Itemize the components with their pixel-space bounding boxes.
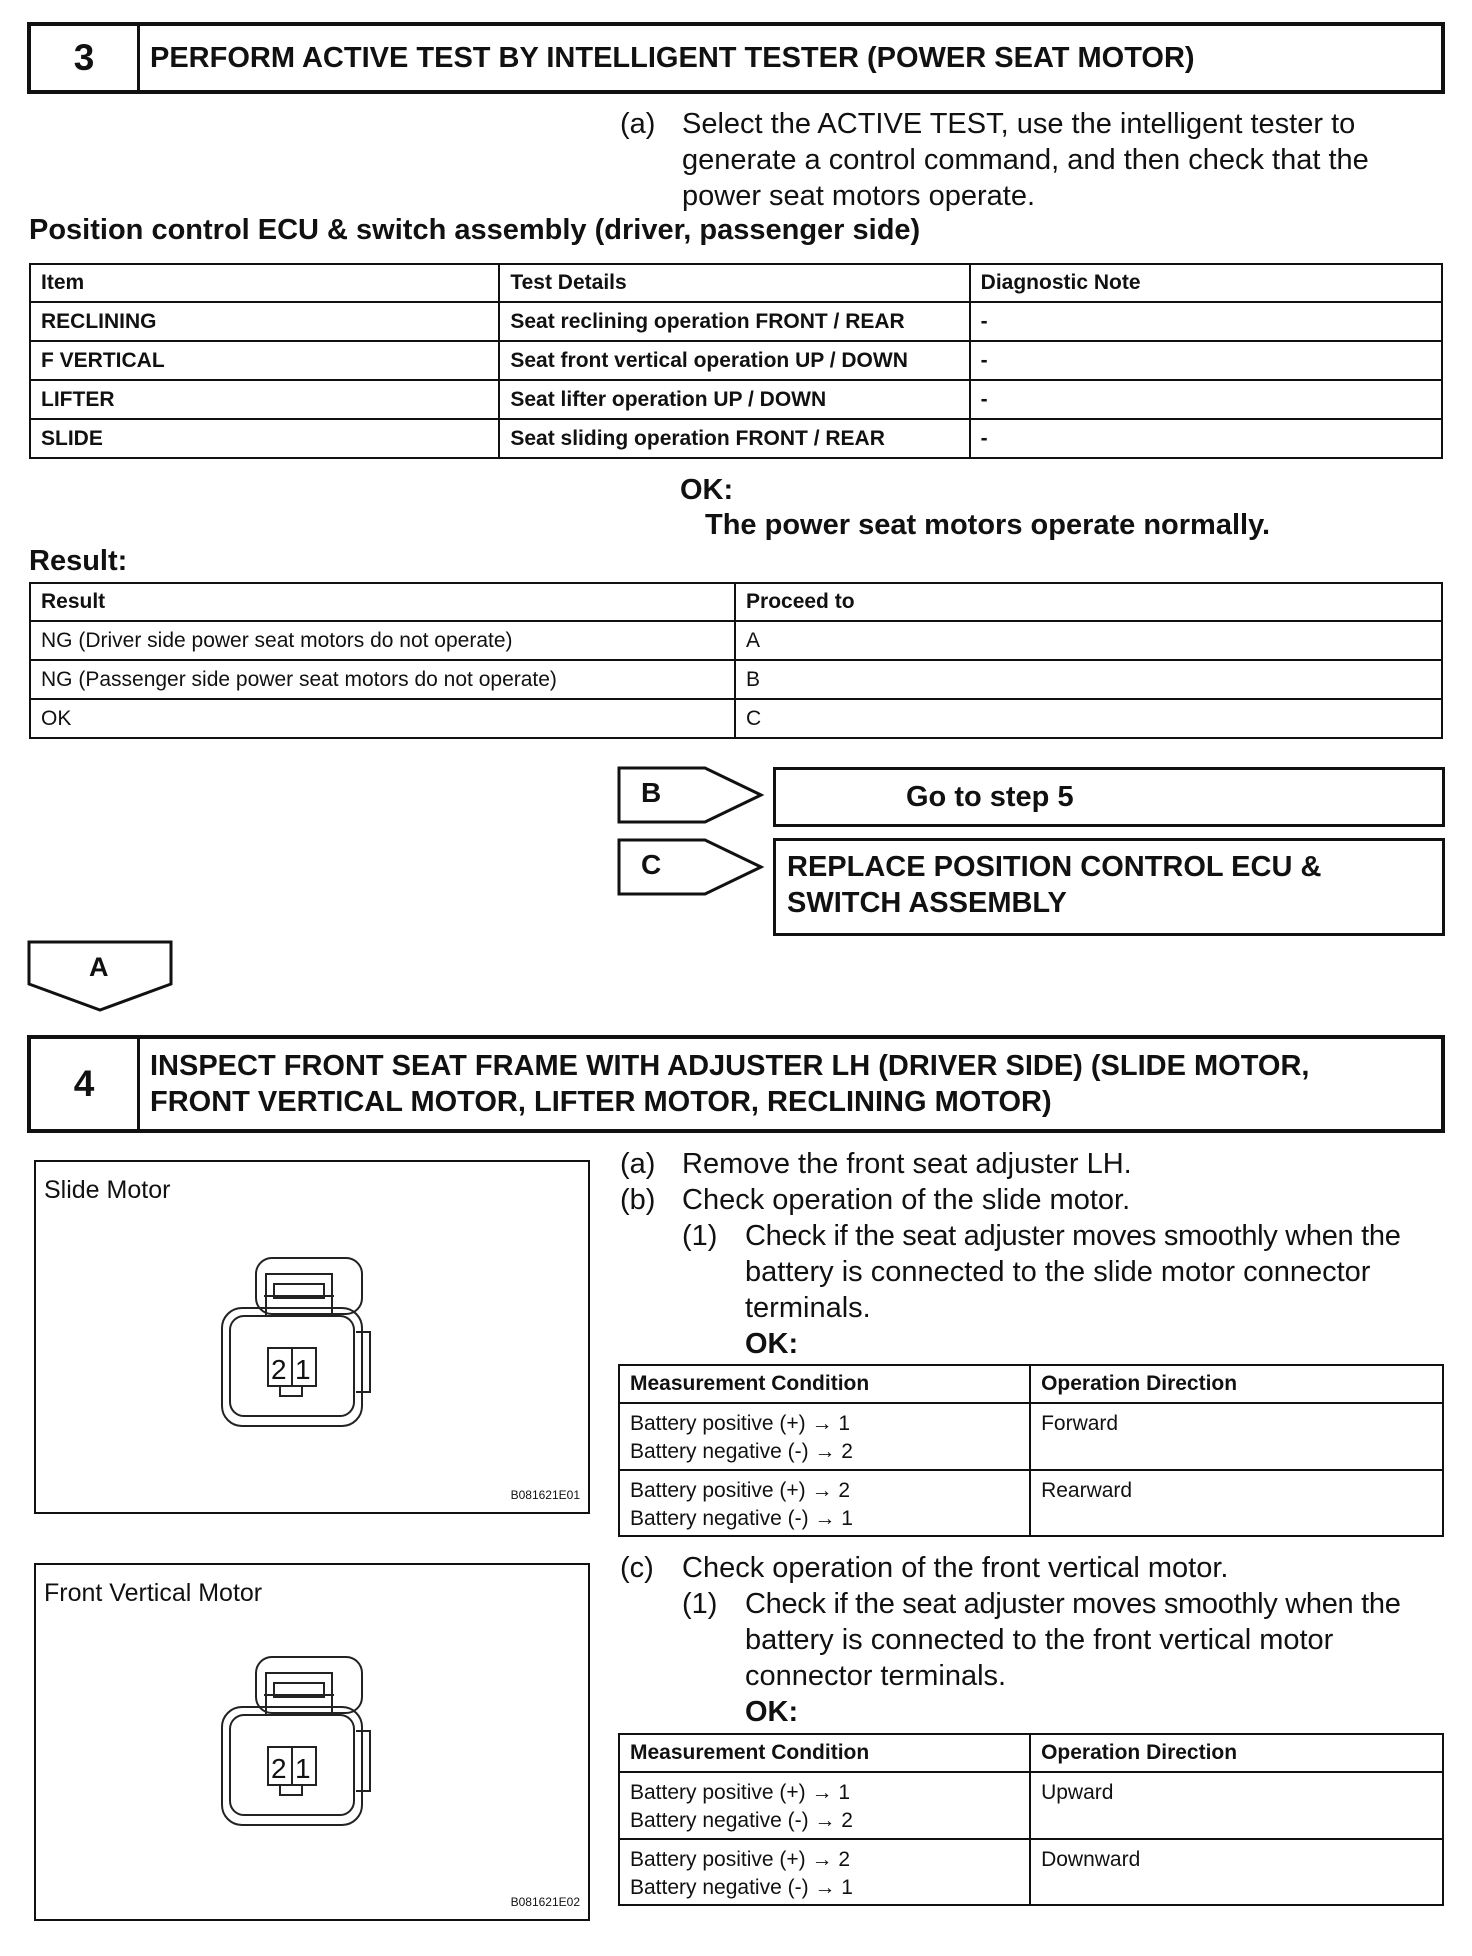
step4-b-ok: OK:: [745, 1328, 799, 1360]
ok-label: OK:: [680, 474, 734, 506]
table-cell: -: [970, 419, 1442, 458]
step3-instruction-line2: generate a control command, and then check that the: [682, 144, 1369, 176]
table-header: Proceed to: [735, 583, 1442, 621]
branch-c-action-line1: REPLACE POSITION CONTROL ECU &: [787, 851, 1322, 883]
table-row: [619, 1403, 1443, 1470]
step4-b-text: Check operation of the slide motor.: [682, 1184, 1131, 1216]
step4-b1-line2: battery is connected to the slide motor connector: [745, 1256, 1371, 1288]
table-cell: LIFTER: [30, 380, 499, 419]
branch-c-arrow-icon: [617, 838, 765, 896]
table-row: [30, 621, 1442, 660]
table-row: [30, 341, 1442, 380]
table-cell: Seat front vertical operation UP / DOWN: [499, 341, 969, 380]
slide-motor-figure: [34, 1160, 590, 1514]
table-header: Operation Direction: [1030, 1365, 1443, 1403]
step3-instruction-label: (a): [620, 108, 656, 140]
step4-c-label: (c): [620, 1552, 654, 1584]
front-vertical-motor-figure: [34, 1563, 590, 1921]
table-header: Measurement Condition: [619, 1365, 1030, 1403]
step4-b1-line3: terminals.: [745, 1292, 871, 1324]
table-cell: [619, 1839, 1030, 1905]
front-vertical-motor-table: [618, 1733, 1444, 1906]
table-header: Diagnostic Note: [970, 264, 1442, 302]
table-header: Test Details: [499, 264, 969, 302]
step4-title: [140, 1039, 1441, 1129]
table-cell: Seat reclining operation FRONT / REAR: [499, 302, 969, 341]
table-cell: B: [735, 660, 1442, 699]
table-cell: OK: [30, 699, 735, 738]
step4-instructions-slide: [620, 1146, 1450, 1360]
branch-b-arrow-icon: [617, 766, 765, 824]
table-cell: -: [970, 380, 1442, 419]
table-cell: C: [735, 699, 1442, 738]
table-cell: NG (Driver side power seat motors do not operate): [30, 621, 735, 660]
step4-b1-line1: Check if the seat adjuster moves smoothly when the: [745, 1220, 1401, 1252]
table-cell: SLIDE: [30, 419, 499, 458]
step3-title: PERFORM ACTIVE TEST BY INTELLIGENT TESTER (POWER SEAT MOTOR): [150, 42, 1195, 74]
step3-header: [27, 22, 1445, 94]
table-cell: [619, 1403, 1030, 1470]
table-header-row: [619, 1734, 1443, 1772]
branch-c-action: [773, 838, 1445, 936]
result-table: [29, 582, 1443, 739]
branch-b-action-text: Go to step 5: [906, 781, 1074, 813]
step4-b1-label: (1): [682, 1220, 718, 1252]
slide-motor-table: [618, 1364, 1444, 1537]
continue-a-letter: A: [89, 952, 109, 982]
table-cell: [619, 1470, 1030, 1536]
table-row: [619, 1772, 1443, 1839]
condition-line: Battery positive (+) → 1: [630, 1412, 850, 1435]
branch-c-letter: C: [641, 849, 662, 880]
figure-title: Slide Motor: [44, 1176, 171, 1204]
table-header: Measurement Condition: [619, 1734, 1030, 1772]
result-title: Result:: [29, 545, 128, 577]
step4-c1-line1: Check if the seat adjuster moves smoothly when the: [745, 1588, 1401, 1620]
ecu-section-title: Position control ECU & switch assembly (driver, passenger side): [29, 214, 921, 246]
table-row: [30, 380, 1442, 419]
table-cell: Downward: [1030, 1839, 1443, 1905]
table-cell: Seat sliding operation FRONT / REAR: [499, 419, 969, 458]
step4-title-line2: FRONT VERTICAL MOTOR, LIFTER MOTOR, RECLINING MOTOR): [150, 1086, 1052, 1118]
step4-instructions-vertical: [620, 1550, 1450, 1730]
ok-text: The power seat motors operate normally.: [705, 509, 1271, 541]
step4-c-text: Check operation of the front vertical motor.: [682, 1552, 1229, 1584]
step3-instruction-line3: power seat motors operate.: [682, 180, 1036, 212]
pin-label: 2: [271, 1354, 287, 1385]
active-test-table: [29, 263, 1443, 459]
table-header-row: [30, 264, 1442, 302]
pin-label: 1: [295, 1753, 311, 1784]
condition-line: Battery positive (+) → 2: [630, 1848, 850, 1871]
table-header: Operation Direction: [1030, 1734, 1443, 1772]
step4-c-ok: OK:: [745, 1696, 799, 1728]
table-cell: Seat lifter operation UP / DOWN: [499, 380, 969, 419]
step4-title-line1: INSPECT FRONT SEAT FRAME WITH ADJUSTER LH (DRIVER SIDE) (SLIDE MOTOR,: [150, 1050, 1310, 1082]
table-cell: RECLINING: [30, 302, 499, 341]
figure-code: B081621E01: [510, 1488, 580, 1502]
connector-icon: [216, 1651, 386, 1831]
step4-a-label: (a): [620, 1148, 656, 1180]
table-cell: A: [735, 621, 1442, 660]
condition-line: Battery negative (-) → 1: [630, 1876, 853, 1899]
table-row: [30, 419, 1442, 458]
step4-number: 4: [31, 1039, 140, 1129]
step4-c1-line3: connector terminals.: [745, 1660, 1007, 1692]
table-cell: -: [970, 341, 1442, 380]
table-cell: Forward: [1030, 1403, 1443, 1470]
step4-header: [27, 1035, 1445, 1133]
table-row: [30, 302, 1442, 341]
condition-line: Battery negative (-) → 2: [630, 1809, 853, 1832]
step4-c1-label: (1): [682, 1588, 718, 1620]
condition-line: Battery negative (-) → 1: [630, 1507, 853, 1530]
pin-label: 1: [295, 1354, 311, 1385]
branch-b-letter: B: [641, 777, 662, 808]
table-row: [30, 699, 1442, 738]
figure-title: Front Vertical Motor: [44, 1579, 263, 1607]
branch-b-action: [773, 767, 1445, 827]
figure-code: B081621E02: [510, 1895, 580, 1909]
step4-c1-line2: battery is connected to the front vertical motor: [745, 1624, 1334, 1656]
table-cell: NG (Passenger side power seat motors do not operate): [30, 660, 735, 699]
table-row: [619, 1839, 1443, 1905]
table-cell: [619, 1772, 1030, 1839]
branch-c-action-line2: SWITCH ASSEMBLY: [787, 887, 1067, 919]
table-row: [619, 1470, 1443, 1536]
condition-line: Battery negative (-) → 2: [630, 1440, 853, 1463]
table-cell: Upward: [1030, 1772, 1443, 1839]
pin-label: 2: [271, 1753, 287, 1784]
table-header-row: [619, 1365, 1443, 1403]
table-header: Item: [30, 264, 499, 302]
connector-icon: [216, 1252, 386, 1432]
table-cell: Rearward: [1030, 1470, 1443, 1536]
table-header: Result: [30, 583, 735, 621]
table-header-row: [30, 583, 1442, 621]
condition-line: Battery positive (+) → 1: [630, 1781, 850, 1804]
table-row: [30, 660, 1442, 699]
table-cell: -: [970, 302, 1442, 341]
step3-number: 3: [31, 26, 140, 90]
step3-instruction: [620, 106, 1440, 216]
step3-instruction-line1: Select the ACTIVE TEST, use the intelligent tester to: [682, 108, 1356, 140]
step4-b-label: (b): [620, 1184, 656, 1216]
step4-a-text: Remove the front seat adjuster LH.: [682, 1148, 1132, 1180]
table-cell: F VERTICAL: [30, 341, 499, 380]
condition-line: Battery positive (+) → 2: [630, 1479, 850, 1502]
